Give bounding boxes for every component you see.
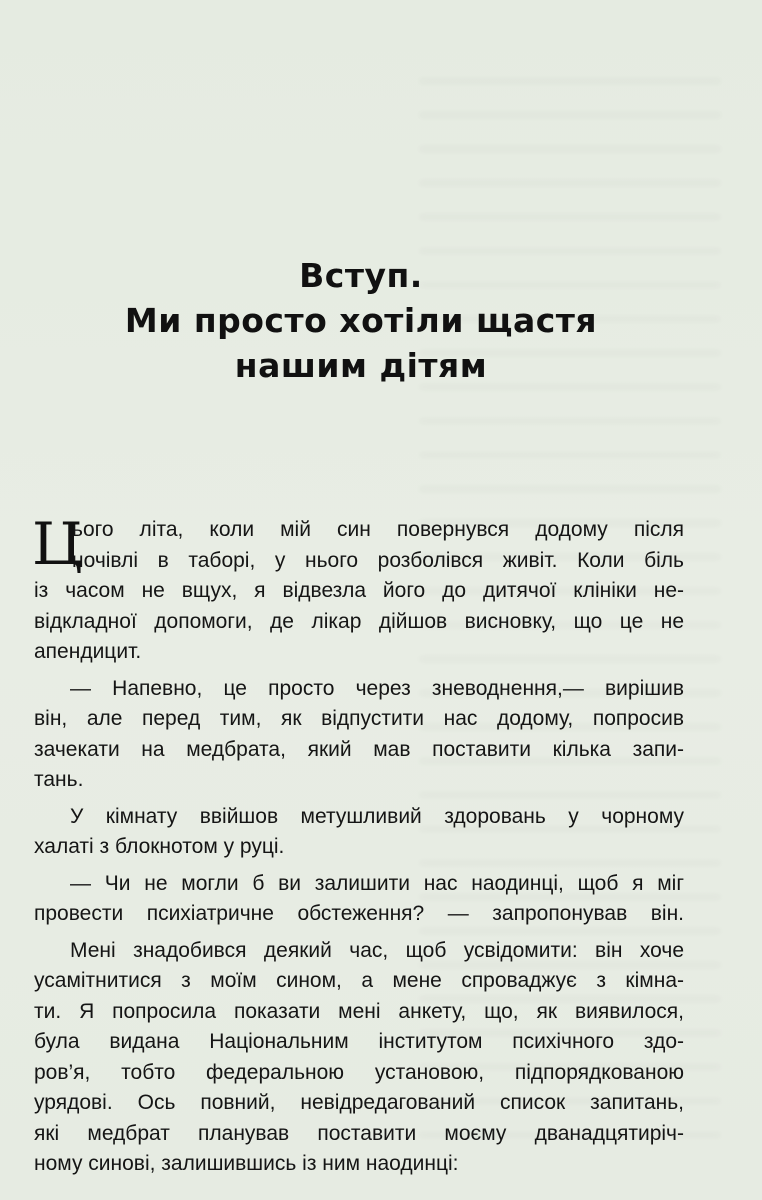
text-line: — Напевно, це просто через зневоднення,— вирішив — [70, 676, 684, 700]
text-line: тань. — [34, 768, 84, 791]
text-line: урядові. Ось повний, невідредагований список запитань, — [34, 1091, 684, 1114]
drop-cap: Ц — [32, 510, 83, 578]
text-line: ти. Я попросила показати мені анкету, що, як виявилося, — [34, 999, 684, 1023]
paragraph-5 — [34, 936, 684, 1180]
text-line: він, але перед тим, як відпустити нас додому, попросив — [34, 707, 684, 730]
text-line: які медбрат планував поставити моєму дванадцятиріч- — [34, 1121, 684, 1145]
paragraph-1 — [32, 510, 684, 668]
text-line: У кімнату ввійшов метушливий здоровань у чорному — [70, 804, 684, 828]
text-line: ров’я, тобто федеральною установою, підпорядкованою — [34, 1060, 684, 1084]
text-line: із часом не вщух, я відвезла його до дитячої клініки не- — [34, 579, 684, 602]
chapter-heading-line-2: Ми просто хотіли щастя — [124, 301, 598, 340]
text-line: — Чи не могли б ви залишити нас наодинці, щоб я міг — [70, 871, 684, 895]
text-line: провести психіатричне обстеження? — запропонував він. — [34, 902, 684, 925]
text-line: ному синові, залишившись із ним наодинці: — [34, 1152, 459, 1175]
text-line: відкладної допомоги, де лікар дійшов висновку, що це не — [34, 609, 684, 633]
paragraph-2 — [34, 674, 684, 796]
chapter-heading-line-1: Вступ. — [299, 256, 423, 295]
text-line: ночівлі в таборі, у нього розболівся живіт. Коли біль — [72, 548, 684, 572]
text-line: зачекати на медбрата, який мав поставити кілька запи- — [34, 737, 684, 761]
paragraph-4 — [34, 869, 684, 930]
text-line: усамітнитися з моїм сином, а мене спроваджує з кімна- — [34, 969, 684, 992]
chapter-heading-line-3: нашим дітям — [234, 346, 488, 385]
paragraph-3 — [34, 802, 684, 863]
text-line: була видана Національним інститутом психічного здо- — [34, 1030, 684, 1053]
text-line: апендицит. — [34, 640, 142, 663]
text-line: халаті з блокнотом у руці. — [34, 835, 285, 858]
text-line: Мені знадобився деякий час, щоб усвідомити: він хоче — [70, 938, 684, 962]
chapter-body — [32, 510, 684, 1186]
text-line-content: ього літа, коли мій син повернувся додому після — [72, 518, 684, 541]
chapter-heading — [60, 253, 662, 388]
